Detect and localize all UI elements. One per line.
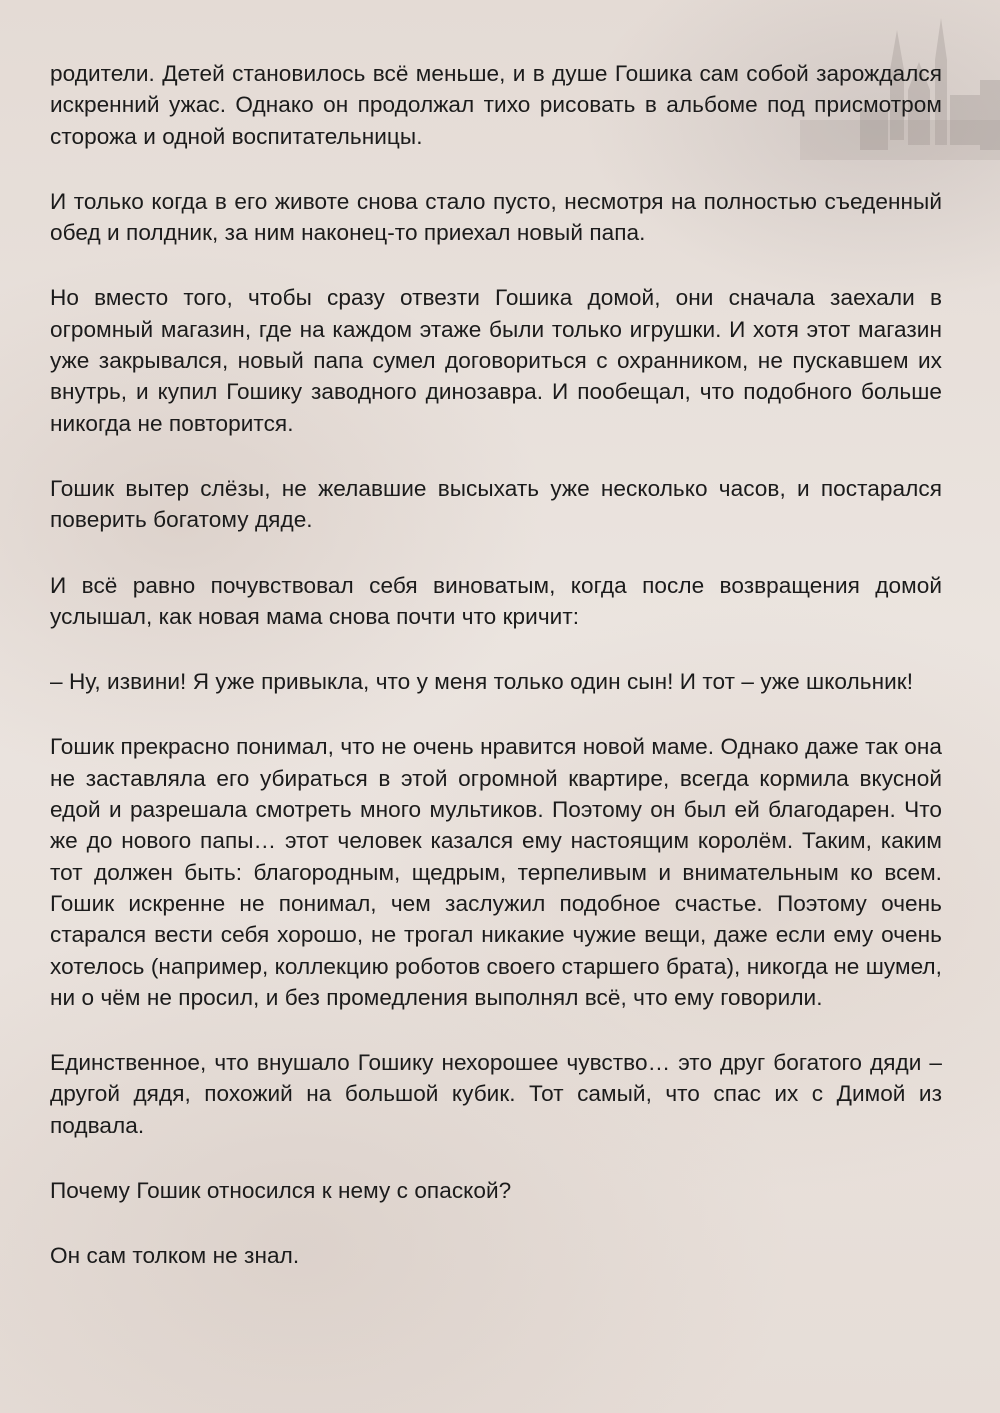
paragraph-3: Но вместо того, чтобы сразу отвезти Гошика домой, они сначала заехали в огромный магазин, где на каждом этаже были только игрушки. И хотя этот магазин уже закрывался, новый папа сумел договориться с охранником, не пускавшем их внутрь, и купил Гошику заводного динозавра. И пообещал, что подобного больше никогда не повторится.	[50, 285, 942, 436]
paragraph-4: Гошик вытер слёзы, не желавшие высыхать уже несколько часов, и постарался поверить богатому дяде.	[50, 475, 942, 533]
paragraph-5: И всё равно почувствовал себя виноватым, когда после возвращения домой услышал, как новая мама снова почти что кричит:	[50, 572, 942, 629]
paragraph-8: Единственное, что внушало Гошику нехорошее чувство… это друг богатого дяди – другой дядя, похожий на большой кубик. Тот самый, что спас их с Димой из подвала.	[50, 1050, 942, 1138]
paragraph-9: Почему Гошик относился к нему с опаской?	[50, 1178, 512, 1204]
paragraph-7: Гошик прекрасно понимал, что не очень нравится новой маме. Однако даже так она не заставляла его убираться в этой огромной квартире, всегда кормила вкусной едой и разрешала смотреть много мультиков. Поэтому он был ей благодарен. Что же до нового папы… этот человек казался ему настоящим королём. Таким, каким тот должен быть: благородным, щедрым, терпеливым и внимательным ко всем. Гошик искренне не понимал, чем заслужил подобное счастье. Поэтому очень старался вести себя хорошо, не трогал никакие чужие вещи, даже если ему очень хотелось (например, коллекцию роботов своего старшего брата), никогда не шумел, ни о чём не просил, и без промедления выполнял всё, что ему говорили.	[50, 734, 942, 1010]
paragraph-2: И только когда в его животе снова стало пусто, несмотря на полностью съеденный обед и полдник, за ним наконец-то приехал новый папа.	[50, 188, 942, 246]
document-body	[50, 58, 942, 1306]
paragraph-10: Он сам толком не знал.	[50, 1243, 300, 1269]
paragraph-6-dialogue: – Ну, извини! Я уже привыкла, что у меня только один сын! И тот – уже школьник!	[50, 669, 914, 695]
paragraph-1: родители. Детей становилось всё меньше, и в душе Гошика сам собой зарождался искренний ужас. Однако он продолжал тихо рисовать в альбоме под присмотром сторожа и одной воспитательницы.	[50, 61, 942, 149]
